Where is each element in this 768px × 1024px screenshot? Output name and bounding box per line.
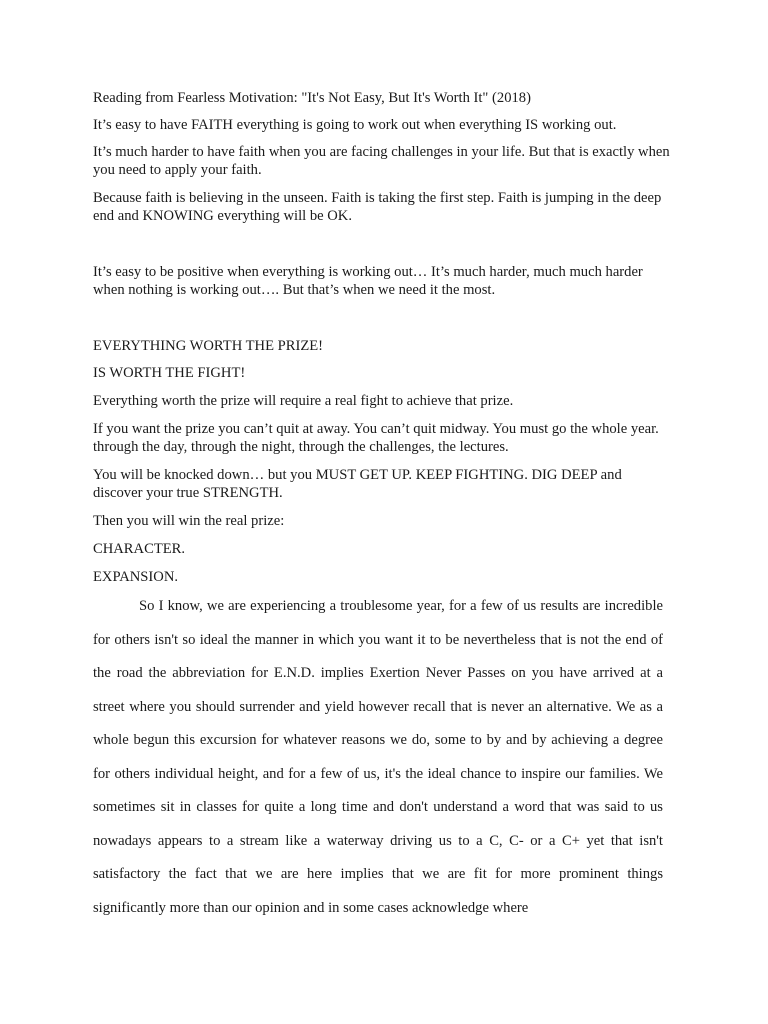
heading-everything-worth: EVERYTHING WORTH THE PRIZE! [93, 338, 324, 354]
paragraph-dont-quit: If you want the prize you can’t quit at away. You can’t quit midway. You must go the whole year. through the day, through the night, through the challenges, the lectures. [93, 421, 659, 455]
paragraph-real-prize: Then you will win the real prize: [93, 513, 285, 529]
paragraph-prize-fight: Everything worth the prize will require a real fight to achieve that prize. [93, 393, 514, 409]
reading-title: Reading from Fearless Motivation: "It's Not Easy, But It's Worth It" (2018) [93, 90, 531, 106]
heading-character: CHARACTER. [93, 541, 186, 557]
heading-worth-the-fight: IS WORTH THE FIGHT! [93, 365, 246, 381]
paragraph-faith-harder: It’s much harder to have faith when you are facing challenges in your life. But that is exactly when you need to apply your faith. [93, 144, 670, 178]
paragraph-get-up: You will be knocked down… but you MUST GET UP. KEEP FIGHTING. DIG DEEP and discover your true STRENGTH. [93, 467, 622, 501]
expansion-body-text: So I know, we are experiencing a troublesome year, for a few of us results are incredible for others isn't so ideal the manner in which you want it to be nevertheless that is not the end of the road the abbreviation for E.N.D. implies Exertion Never Passes on you have arrived at a street where you should surrender and yield however recall that is never an alternative. We as a whole begun this excursion for whatever reasons we do, some to by and by achieving a degree for others individual height, and for a few of us, it's the ideal chance to inspire our families. We sometimes sit in classes for quite a long time and don't understand a word that was said to us nowadays appears to a stream like a waterway driving us to a C, C- or a C+ yet that isn't satisfactory the fact that we are here implies that we are fit for more prominent things significantly more than our opinion and in some cases acknowledge where [93, 598, 663, 916]
paragraph-positive: It’s easy to be positive when everything is working out… It’s much harder, much much harder when nothing is working out…. But that’s when we need it the most. [93, 264, 643, 298]
paragraph-faith-easy: It’s easy to have FAITH everything is going to work out when everything IS working out. [93, 117, 617, 133]
heading-expansion: EXPANSION. [93, 569, 179, 585]
paragraph-faith-unseen: Because faith is believing in the unseen. Faith is taking the first step. Faith is jumping in the deep end and KNOWING everything will be OK. [93, 190, 662, 224]
